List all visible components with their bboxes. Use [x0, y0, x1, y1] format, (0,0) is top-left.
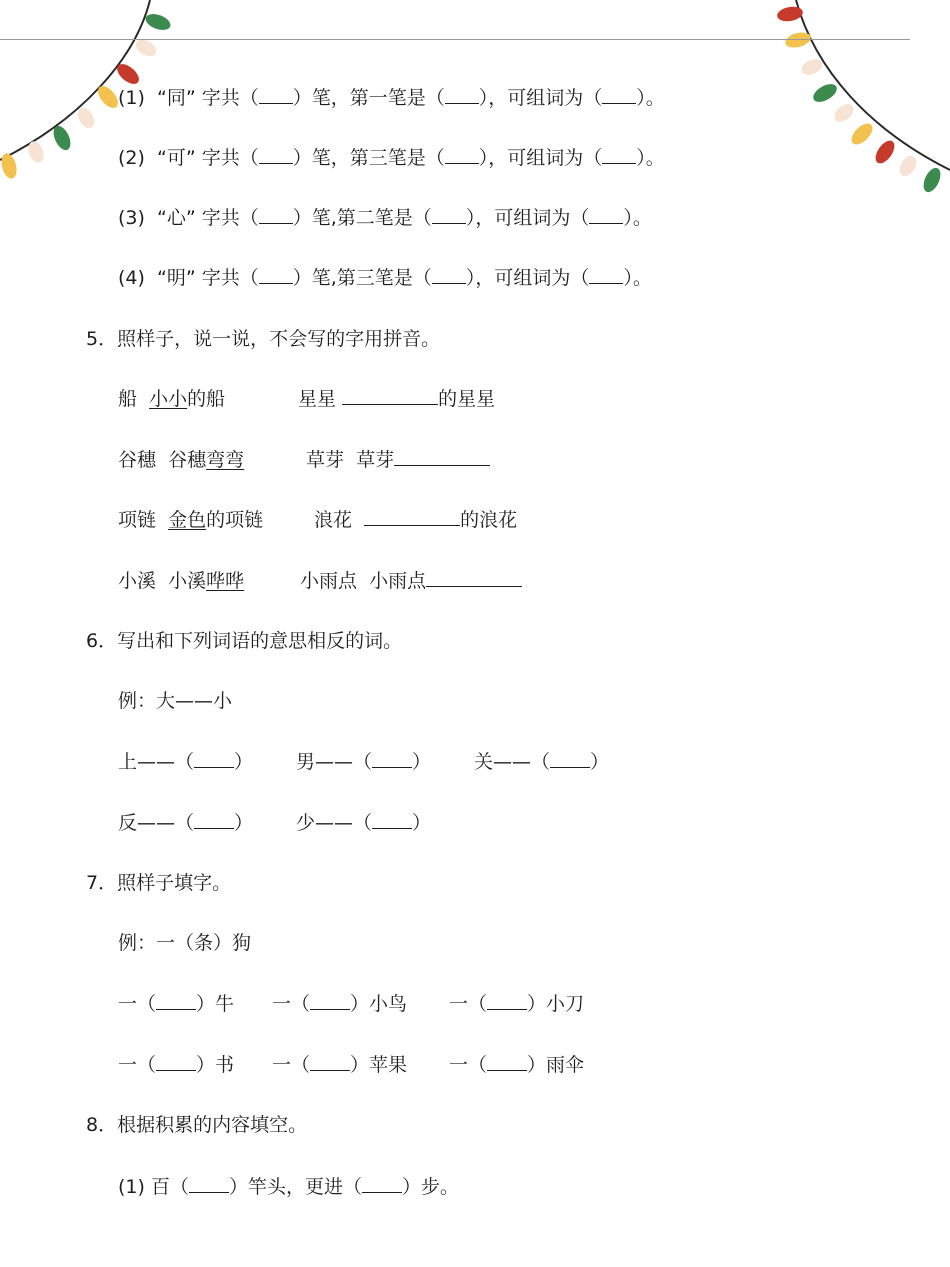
q5-row-4-left: 小溪 小溪哗哗 — [118, 570, 245, 592]
q4-item-1: (1) “同” 字共（ ）笔，第一笔是（ ），可组词为（ ）。 — [118, 87, 665, 109]
answer-blank[interactable] — [432, 266, 466, 284]
answer-blank[interactable] — [310, 992, 350, 1010]
q5-row-1-left: 船 小小的船 — [118, 388, 226, 410]
q5-row-2-left: 谷穗 谷穗弯弯 — [118, 449, 245, 471]
leaf-icon — [776, 5, 944, 195]
q7-row2-item: 一（ ）雨伞 — [449, 1054, 585, 1076]
answer-blank[interactable] — [156, 1053, 196, 1071]
q4-item-3: (3) “心” 字共（ ）笔,第二笔是（ ），可组词为（ ）。 — [118, 207, 652, 229]
answer-blank[interactable] — [156, 992, 196, 1010]
q7-row1-item: 一（ ）牛 — [118, 993, 235, 1015]
q7-row2-item: 一（ ）书 — [118, 1054, 235, 1076]
q6-title: 6．写出和下列词语的意思相反的词。 — [86, 630, 403, 652]
answer-blank[interactable] — [310, 1053, 350, 1071]
q4-item-2: (2) “可” 字共（ ）笔，第三笔是（ ），可组词为（ ）。 — [118, 147, 665, 169]
answer-blank[interactable] — [259, 86, 293, 104]
answer-blank[interactable] — [194, 750, 234, 768]
q5-row-4-right: 小雨点 小雨点 — [300, 569, 522, 593]
header-divider — [0, 39, 910, 40]
answer-blank[interactable] — [445, 86, 479, 104]
answer-blank[interactable] — [259, 146, 293, 164]
answer-blank[interactable] — [342, 387, 438, 405]
q6-row1-item: 上——（ ） — [118, 751, 254, 773]
answer-blank[interactable] — [189, 1175, 229, 1193]
answer-blank[interactable] — [602, 86, 636, 104]
q7-row1-item: 一（ ）小鸟 — [272, 993, 408, 1015]
q6-row2-item: 反——（ ） — [118, 812, 254, 834]
q6-example: 例：大——小 — [118, 690, 233, 712]
answer-blank[interactable] — [589, 206, 623, 224]
leaf-garland-right — [760, 0, 950, 200]
q6-row1-item: 关——（ ） — [474, 751, 610, 773]
answer-blank[interactable] — [364, 508, 460, 526]
answer-blank[interactable] — [487, 1053, 527, 1071]
q6-row2-item: 少——（ ） — [296, 812, 432, 834]
answer-blank[interactable] — [550, 750, 590, 768]
answer-blank[interactable] — [602, 146, 636, 164]
answer-blank[interactable] — [394, 448, 490, 466]
q8-title: 8．根据积累的内容填空。 — [86, 1114, 308, 1136]
q5-row-3-right: 浪花 的浪花 — [314, 509, 518, 531]
answer-blank[interactable] — [487, 992, 527, 1010]
q8-line-1: (1) 百（ ）竿头，更进（ ）步。 — [118, 1176, 459, 1198]
answer-blank[interactable] — [432, 206, 466, 224]
answer-blank[interactable] — [259, 266, 293, 284]
answer-blank[interactable] — [259, 206, 293, 224]
q7-example: 例：一（条）狗 — [118, 932, 252, 954]
q5-row-1-right: 星星 的星星 — [298, 388, 496, 410]
q4-item-4: (4) “明” 字共（ ）笔,第三笔是（ ），可组词为（ ）。 — [118, 267, 652, 289]
q6-row1-item: 男——（ ） — [296, 751, 432, 773]
q7-row2-item: 一（ ）苹果 — [272, 1054, 408, 1076]
answer-blank[interactable] — [372, 811, 412, 829]
q7-title: 7．照样子填字。 — [86, 872, 232, 894]
answer-blank[interactable] — [589, 266, 623, 284]
answer-blank[interactable] — [194, 811, 234, 829]
q5-title: 5．照样子，说一说，不会写的字用拼音。 — [86, 328, 441, 350]
q5-row-2-right: 草芽 草芽 — [306, 448, 490, 472]
answer-blank[interactable] — [362, 1175, 402, 1193]
answer-blank[interactable] — [445, 146, 479, 164]
q7-row1-item: 一（ ）小刀 — [449, 993, 585, 1015]
answer-blank[interactable] — [426, 569, 522, 587]
q5-row-3-left: 项链 金色的项链 — [118, 509, 264, 531]
answer-blank[interactable] — [372, 750, 412, 768]
